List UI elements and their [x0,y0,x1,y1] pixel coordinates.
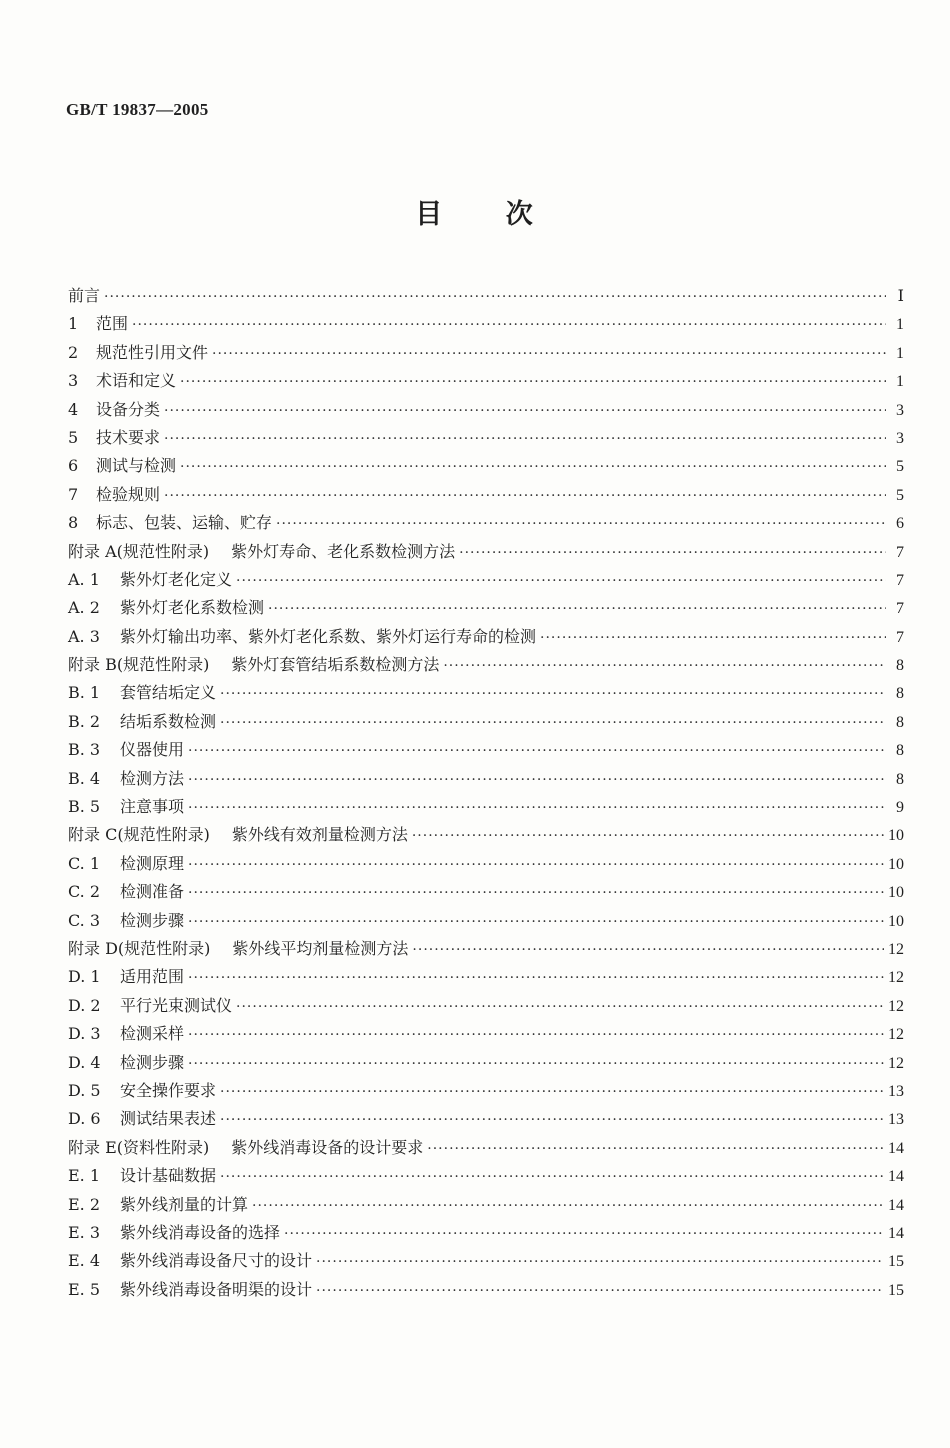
toc-entry-page-number: 12 [888,940,904,958]
toc-entry[interactable] [68,1134,904,1162]
toc-entry-title: 结垢系数检测 [120,711,217,731]
toc-entry[interactable] [68,566,904,594]
toc-entry[interactable] [68,1247,904,1275]
toc-entry-number: A. 2 [68,598,100,618]
toc-entry[interactable] [68,1191,904,1219]
toc-entry-number: D. 2 [68,995,101,1015]
toc-entry[interactable] [68,481,904,509]
toc-leader-dots [316,1248,884,1276]
toc-leader-dots [443,652,886,680]
toc-entry-number: E. 5 [68,1279,101,1299]
toc-entry-number: B. 5 [68,797,101,817]
toc-entry-page-number: 9 [896,799,904,817]
toc-entry[interactable] [68,1162,904,1190]
toc-leader-dots [212,340,886,368]
toc-entry-page-number: 15 [888,1281,904,1299]
toc-entry-number: D. 3 [68,1024,101,1044]
toc-leader-dots [220,1078,884,1106]
toc-entry[interactable] [68,623,904,651]
toc-leader-dots [188,794,886,822]
toc-entry[interactable] [68,282,904,310]
toc-leader-dots [132,311,886,339]
toc-annex-title: 紫外灯寿命、老化系数检测方法 [231,541,456,561]
toc-entry[interactable] [68,1077,904,1105]
toc-entry[interactable] [68,907,904,935]
toc-entry[interactable] [68,765,904,793]
toc-entry-number: D. 1 [68,967,101,987]
toc-entry-number: B. 2 [68,711,101,731]
toc-entry-title: 紫外灯老化系数检测 [120,598,265,618]
toc-entry-number: 7 [68,484,79,504]
toc-leader-dots [180,453,886,481]
toc-entry-title: 紫外线消毒设备的选择 [120,1222,281,1242]
table-of-contents [68,282,904,1304]
toc-entry-title: 注意事项 [120,797,185,817]
toc-entry-number: E. 4 [68,1251,101,1271]
toc-annex-title: 紫外线消毒设备的设计要求 [231,1137,424,1157]
toc-leader-dots [540,624,886,652]
toc-entry[interactable] [68,1049,904,1077]
toc-entry-number: 3 [68,371,79,391]
toc-entry[interactable] [68,367,904,395]
toc-entry-number: 4 [68,399,79,419]
toc-annex-title: 紫外线有效剂量检测方法 [231,825,408,845]
toc-entry-title: 紫外线消毒设备明渠的设计 [120,1279,313,1299]
toc-entry-page-number: 14 [888,1224,904,1242]
toc-leader-dots [459,539,886,567]
toc-entry-page-number: 8 [896,713,904,731]
toc-entry-page-number: 5 [896,486,904,504]
toc-entry-number: D. 4 [68,1052,101,1072]
toc-entry-title: 紫外灯输出功率、紫外灯老化系数、紫外灯运行寿命的检测 [120,626,537,646]
toc-entry-title: 测试结果表述 [120,1109,217,1129]
toc-entry[interactable] [68,509,904,537]
toc-entry-number: B. 1 [68,683,101,703]
toc-entry[interactable] [68,963,904,991]
toc-entry-number: C. 3 [68,910,101,930]
standard-code: GB/T 19837—2005 [66,100,209,119]
toc-leader-dots [220,1163,884,1191]
toc-entry-number: 1 [68,314,79,334]
toc-entry-title: 附录 E(资料性附录) [68,1137,210,1157]
toc-entry-number: E. 2 [68,1194,101,1214]
toc-entry-number: 6 [68,456,79,476]
toc-entry[interactable] [68,396,904,424]
toc-entry-title: 规范性引用文件 [96,342,209,362]
toc-entry-title: 紫外灯老化定义 [120,569,233,589]
toc-entry-number: C. 2 [68,882,101,902]
toc-leader-dots [188,879,884,907]
toc-entry-page-number: 12 [888,1026,904,1044]
toc-leader-dots [188,851,884,879]
toc-entry-page-number: 14 [888,1168,904,1186]
toc-entry[interactable] [68,651,904,679]
toc-entry-number: E. 3 [68,1222,101,1242]
toc-leader-dots [412,822,884,850]
toc-entry-page-number: 10 [888,855,904,873]
toc-leader-dots [188,908,884,936]
toc-entry-number: E. 1 [68,1166,101,1186]
toc-entry-page-number: 13 [888,1111,904,1129]
toc-entry-title: 紫外线剂量的计算 [120,1194,249,1214]
toc-entry-page-number: 8 [896,770,904,788]
toc-leader-dots [188,1050,884,1078]
toc-leader-dots [284,1220,884,1248]
toc-entry-page-number: 15 [888,1253,904,1271]
toc-entry-number: 2 [68,342,79,362]
toc-entry-title: 检验规则 [96,484,161,504]
toc-leader-dots [180,368,886,396]
toc-entry-title: 平行光束测试仪 [120,995,233,1015]
toc-entry-number: A. 1 [68,569,100,589]
toc-entry[interactable] [68,339,904,367]
toc-entry-page-number: 10 [888,827,904,845]
toc-entry-page-number: 8 [896,657,904,675]
toc-entry-title: 附录 D(规范性附录) [68,938,211,958]
toc-entry-title: 附录 B(规范性附录) [68,655,210,675]
toc-annex-title: 紫外线平均剂量检测方法 [232,938,409,958]
toc-entry-title: 范围 [96,314,129,334]
toc-entry-title: 前言 [68,286,101,305]
toc-entry-page-number: 1 [896,344,904,362]
toc-entry-title: 检测原理 [120,853,185,873]
toc-entry-number: A. 3 [68,626,100,646]
toc-entry[interactable] [68,679,904,707]
toc-entry-title: 仪器使用 [120,740,185,760]
toc-entry-page-number: 7 [896,628,904,646]
toc-leader-dots [316,1277,884,1305]
toc-entry-number: D. 5 [68,1080,101,1100]
toc-entry-page-number: 12 [888,969,904,987]
toc-entry-page-number: 12 [888,997,904,1015]
toc-entry[interactable] [68,424,904,452]
toc-entry[interactable] [68,452,904,480]
toc-entry-title: 检测步骤 [120,910,185,930]
toc-entry[interactable] [68,594,904,622]
toc-entry-page-number: Ⅰ [897,288,904,305]
toc-entry-page-number: 10 [888,912,904,930]
toc-leader-dots [188,964,884,992]
toc-entry-title: 标志、包装、运输、贮存 [96,513,273,533]
toc-entry-title: 安全操作要求 [120,1080,217,1100]
toc-entry[interactable] [68,538,904,566]
toc-annex-title: 紫外灯套管结垢系数检测方法 [231,655,440,675]
toc-leader-dots [164,482,886,510]
toc-entry[interactable] [68,935,904,963]
toc-leader-dots [188,737,886,765]
page-title: 目 次 [415,199,535,230]
toc-leader-dots [188,766,886,794]
toc-entry[interactable] [68,878,904,906]
toc-entry-number: D. 6 [68,1109,101,1129]
toc-entry[interactable] [68,992,904,1020]
toc-entry-page-number: 7 [896,571,904,589]
toc-entry-page-number: 14 [888,1196,904,1214]
toc-leader-dots [252,1192,884,1220]
toc-entry-title: 检测采样 [120,1024,185,1044]
toc-entry-number: B. 4 [68,768,101,788]
toc-entry-page-number: 12 [888,1054,904,1072]
toc-entry[interactable] [68,850,904,878]
toc-entry-title: 检测步骤 [120,1052,185,1072]
toc-entry-page-number: 7 [896,600,904,618]
toc-leader-dots [236,993,884,1021]
toc-leader-dots [427,1135,884,1163]
toc-entry-title: 附录 A(规范性附录) [68,541,210,561]
toc-entry-page-number: 7 [896,543,904,561]
toc-entry[interactable] [68,708,904,736]
toc-leader-dots [220,709,886,737]
toc-leader-dots [104,283,886,311]
toc-entry-title: 紫外线消毒设备尺寸的设计 [120,1251,313,1271]
toc-entry-page-number: 8 [896,685,904,703]
toc-entry-page-number: 13 [888,1082,904,1100]
toc-entry-title: 检测方法 [120,768,185,788]
toc-entry[interactable] [68,310,904,338]
toc-entry[interactable] [68,736,904,764]
toc-entry-title: 设计基础数据 [120,1166,217,1186]
toc-leader-dots [220,1106,884,1134]
toc-entry[interactable] [68,793,904,821]
toc-leader-dots [268,595,886,623]
toc-entry-page-number: 5 [896,458,904,476]
toc-entry-page-number: 8 [896,742,904,760]
toc-entry-page-number: 3 [896,429,904,447]
toc-entry-page-number: 3 [896,401,904,419]
toc-entry-title: 测试与检测 [96,456,177,476]
toc-entry-title: 设备分类 [96,399,161,419]
toc-leader-dots [188,1021,884,1049]
toc-entry-page-number: 6 [896,515,904,533]
toc-entry-number: 5 [68,427,79,447]
toc-entry[interactable] [68,821,904,849]
toc-entry-title: 术语和定义 [96,371,177,391]
toc-entry-title: 适用范围 [120,967,185,987]
toc-entry-title: 套管结垢定义 [120,683,217,703]
toc-leader-dots [164,397,886,425]
toc-leader-dots [220,680,886,708]
toc-entry-page-number: 10 [888,884,904,902]
toc-entry-page-number: 1 [896,316,904,334]
toc-leader-dots [276,510,886,538]
toc-entry-number: 8 [68,513,79,533]
toc-entry-title: 附录 C(规范性附录) [68,825,210,845]
toc-entry-number: B. 3 [68,740,101,760]
toc-entry-page-number: 1 [896,373,904,391]
toc-entry-title: 检测准备 [120,882,185,902]
toc-entry[interactable] [68,1105,904,1133]
toc-entry[interactable] [68,1219,904,1247]
toc-entry-page-number: 14 [888,1139,904,1157]
toc-entry-number: C. 1 [68,853,101,873]
toc-leader-dots [412,936,884,964]
toc-entry[interactable] [68,1276,904,1304]
toc-entry-title: 技术要求 [96,427,161,447]
toc-leader-dots [164,425,886,453]
toc-leader-dots [236,567,886,595]
toc-entry[interactable] [68,1020,904,1048]
